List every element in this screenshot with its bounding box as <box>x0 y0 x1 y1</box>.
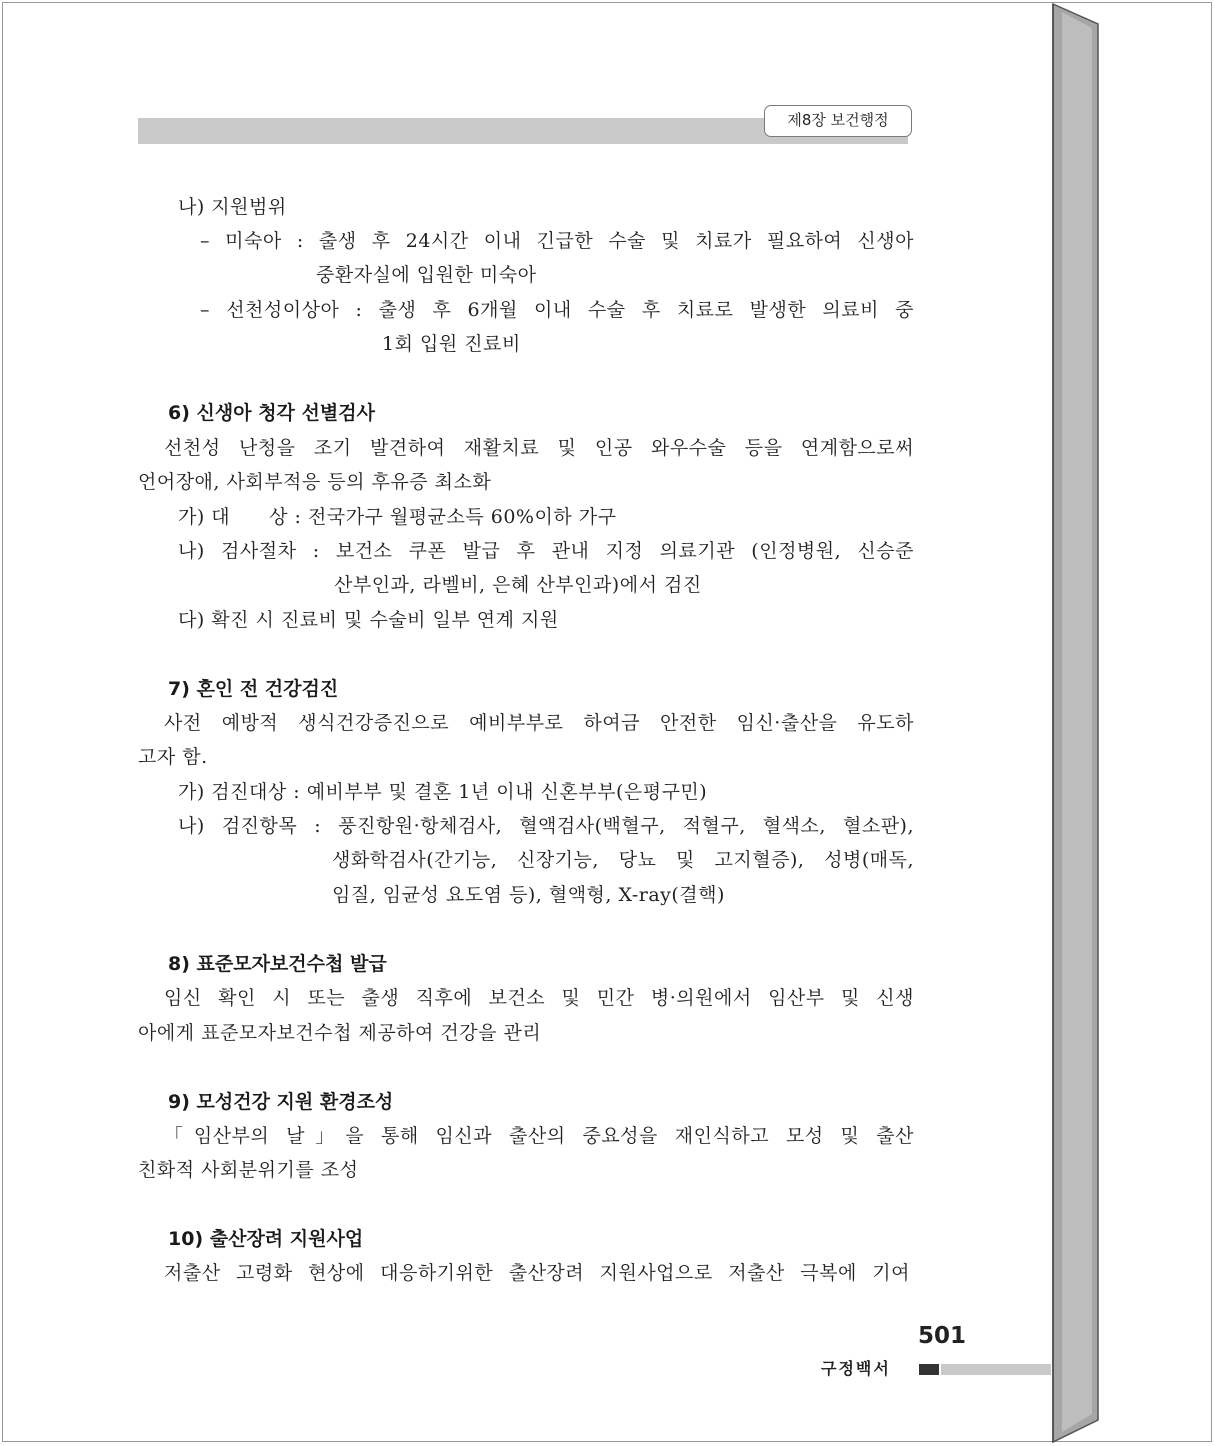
text-line: 생화학검사(간기능, 신장기능, 당뇨 및 고지혈증), 성병(매독, <box>332 849 914 871</box>
section-heading: 10) 출산장려 지원사업 <box>168 1228 364 1250</box>
footer-marker <box>919 1364 939 1375</box>
text-line: 1회 입원 진료비 <box>382 333 521 355</box>
section-heading: 8) 표준모자보건수첩 발급 <box>168 953 387 975</box>
book-title: 구정백서 <box>821 1359 891 1378</box>
text-line: 나) 검진항목 : 풍진항원·항체검사, 혈액검사(백혈구, 적혈구, 혈색소, 혈소판), <box>178 815 914 837</box>
text-line: 언어장애, 사회부적응 등의 후유증 최소화 <box>138 471 492 493</box>
text-line: 임신 확인 시 또는 출생 직후에 보건소 및 민간 병·의원에서 임산부 및 신생 <box>164 987 914 1009</box>
section-heading: 9) 모성건강 지원 환경조성 <box>168 1091 394 1113</box>
text-line: 사전 예방적 생식건강증진으로 예비부부로 하여금 안전한 임신·출산을 유도하 <box>164 712 914 734</box>
text-line: 친화적 사회분위기를 조성 <box>138 1159 359 1181</box>
text-line: 가) 검진대상 : 예비부부 및 결혼 1년 이내 신혼부부(은평구민) <box>178 781 708 803</box>
text-line: 「임산부의 날」을 통해 임신과 출산의 중요성을 재인식하고 모성 및 출산 <box>164 1125 914 1147</box>
text-line: 나) 지원범위 <box>178 196 287 218</box>
chapter-label: 제8장 보건행정 <box>764 105 912 137</box>
text-line: – 선천성이상아 : 출생 후 6개월 이내 수술 후 치료로 발생한 의료비 중 <box>200 299 914 321</box>
text-line: – 미숙아 : 출생 후 24시간 이내 긴급한 수술 및 치료가 필요하여 신생아 <box>200 230 914 252</box>
text-line: 선천성 난청을 조기 발견하여 재활치료 및 인공 와우수술 등을 연계함으로써 <box>164 437 914 459</box>
text-line: 다) 확진 시 진료비 및 수술비 일부 연계 지원 <box>178 609 559 631</box>
section-heading: 6) 신생아 청각 선별검사 <box>168 402 375 424</box>
text-line: 나) 검사절차 : 보건소 쿠폰 발급 후 관내 지정 의료기관 (인정병원, 신승준 <box>178 540 914 562</box>
text-line: 고자 함. <box>138 746 208 768</box>
footer-bar <box>941 1364 1051 1375</box>
text-line: 산부인과, 라벨비, 은혜 산부인과)에서 검진 <box>334 574 702 596</box>
text-line: 아에게 표준모자보건수첩 제공하여 건강을 관리 <box>138 1022 542 1044</box>
text-line: 저출산 고령화 현상에 대응하기위한 출산장려 지원사업으로 저출산 극복에 기여 <box>164 1262 910 1284</box>
text-line: 임질, 임균성 요도염 등), 혈액형, X-ray(결핵) <box>332 884 725 906</box>
page-number: 501 <box>918 1323 967 1349</box>
text-line: 중환자실에 입원한 미숙아 <box>316 264 537 286</box>
text-line: 가) 대 상 : 전국가구 월평균소득 60%이하 가구 <box>178 506 617 528</box>
section-heading: 7) 혼인 전 건강검진 <box>168 678 339 700</box>
